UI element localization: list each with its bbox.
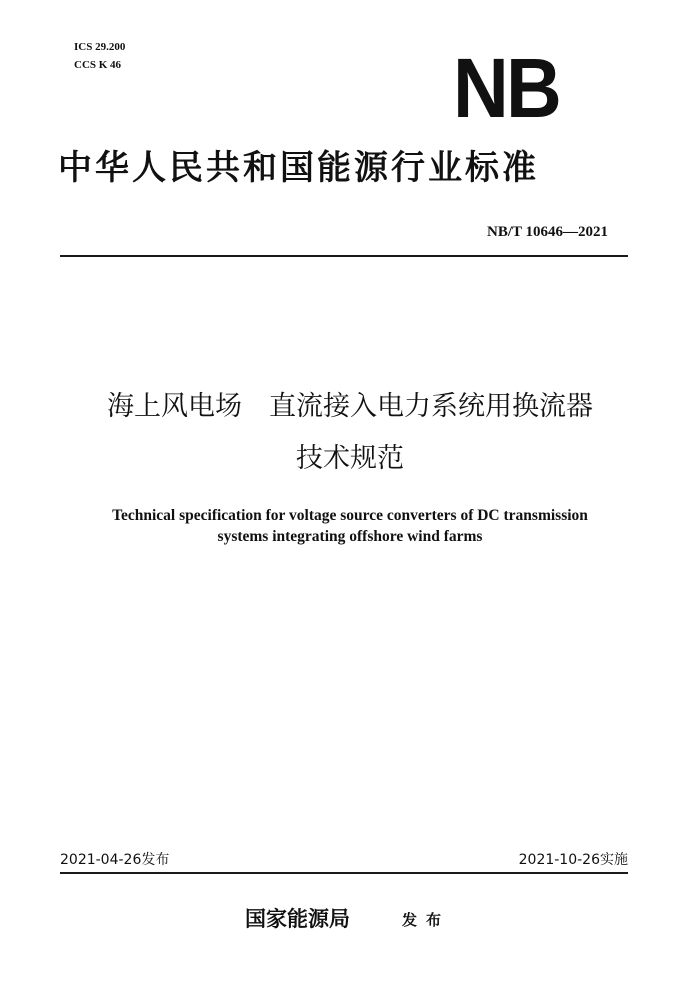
nb-logo: NB bbox=[453, 41, 560, 135]
ics-code: ICS 29.200 bbox=[74, 41, 126, 53]
implementation-date: 2021-10-26实施 bbox=[518, 852, 628, 868]
document-number: NB/T 10646—2021 bbox=[487, 224, 608, 240]
classification-codes bbox=[74, 38, 125, 74]
title-english-line-1: Technical specification for voltage source converters of DC transmission bbox=[112, 507, 588, 524]
title-chinese-line-1: 海上风电场 直流接入电力系统用换流器 bbox=[107, 391, 593, 422]
top-divider bbox=[60, 255, 628, 257]
title-chinese-line-2: 技术规范 bbox=[296, 443, 404, 474]
title-english-line-2: systems integrating offshore wind farms bbox=[217, 528, 483, 545]
standard-body-heading: 中华人民共和国能源行业标准 bbox=[58, 148, 539, 188]
bottom-divider bbox=[60, 872, 628, 874]
issue-date: 2021-04-26发布 bbox=[60, 852, 170, 868]
issuing-authority: 国家能源局 bbox=[245, 906, 350, 931]
ccs-code: CCS K 46 bbox=[74, 59, 122, 71]
issue-label: 发布 bbox=[402, 911, 451, 929]
